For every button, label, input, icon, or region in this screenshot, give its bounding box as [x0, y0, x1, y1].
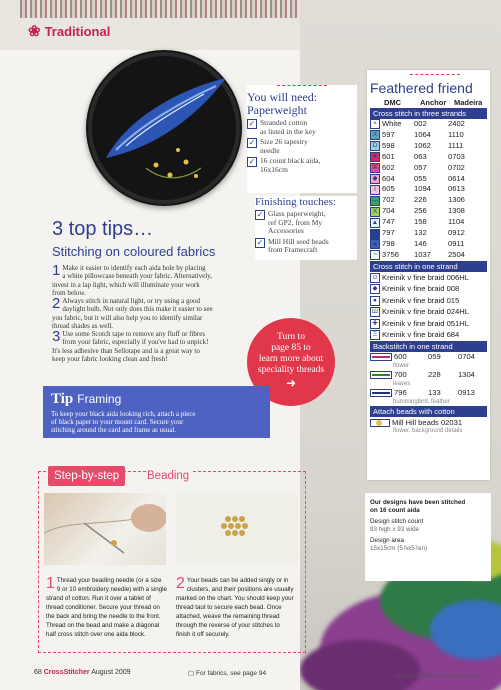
symbol-icon: D [370, 141, 380, 151]
key-header: DMC Anchor Madeira [384, 98, 483, 107]
symbol-icon: ⌘ [371, 164, 379, 172]
step-by-step-label: Step-by-step [48, 466, 125, 486]
tips-subtitle: Stitching on coloured fabrics [52, 244, 216, 259]
you-will-need-box [247, 85, 357, 193]
key-row: 600 059 0704 [370, 352, 487, 363]
finishing-touches-box [255, 196, 357, 260]
symbol-icon: ▲ [371, 218, 379, 226]
arrow-right-icon: ➜ [285, 376, 297, 390]
symbol-icon: ◆ [370, 174, 380, 184]
site-url: www.crossstitchermagazine.co.uk [395, 673, 478, 679]
key-row: ♥ 601 063 0703 [370, 152, 487, 163]
tip-title: Framing [77, 392, 122, 406]
symbol-icon: — [371, 196, 379, 204]
symbol-icon: X [370, 130, 380, 140]
section-cross-one: Cross stitch in one strand [370, 261, 487, 272]
stitch-count-label: Design stitch count [370, 518, 424, 525]
section-backstitch: Backstitch in one strand [370, 341, 487, 352]
rows-cross-one [370, 272, 487, 341]
backstitch-swatch [370, 389, 392, 397]
key-row: Ш Kreinik v fine braid 024HL [370, 306, 487, 318]
check-icon: ✓ [248, 157, 256, 166]
step-2: 2 Your beads can be added singly or in clusters, and their positions are usually marked on the chart. You should keep your thread taut to secure each bead. Once attached, weave the remaining thread through the reverse of your stitches to finish it off securely. [176, 575, 294, 638]
symbol-icon: I [370, 185, 380, 195]
symbol-icon: ✚ [370, 319, 380, 329]
tip-framing-box: Tip Framing To keep your black aida looking rich, attach a piece of black paper to your mount card. Secure your stitching around the card and frame as usual. [43, 386, 270, 438]
tip-3: 3 Use some Scotch tape to remove any fluff or fibres from your fabric, especially if you've had to unpick! It's less adhesive than Sellotape and is a great way to keep your fabric looking clean and fresh! [52, 328, 209, 363]
key-row: ⊙ Kreinik v fine braid 006HL [370, 272, 487, 284]
check-icon: ✓ [256, 237, 264, 247]
tip-1: 1 Make it easier to identify each aida hole by placing a white pillowcase beneath your fabric. Alternatively, invest in a lap light, which will illuminate your work from below. [52, 262, 212, 297]
book-icon: ▢ [188, 670, 195, 677]
key-row: D 598 1062 1111 [370, 141, 487, 152]
key-row: — 702 226 1306 [371, 195, 465, 205]
backstitch-swatch [370, 371, 392, 379]
section-cross-three: Cross stitch in three strands [370, 108, 487, 119]
symbol-icon: × [370, 119, 380, 129]
backstitch-swatch [370, 353, 392, 361]
need-item-2: ✓ Size 26 tapestry needle [248, 137, 308, 155]
step-photo-1 [44, 493, 166, 565]
need-item-3: ✓ 16 count black aida, 16x16cm [248, 156, 321, 174]
symbol-icon: ◆ [370, 284, 380, 294]
key-row: ▲ 747 158 1104 [371, 217, 465, 227]
tip-label: Tip [51, 391, 74, 407]
rows-cross-three [370, 119, 487, 261]
key-row: 700 228 1304 [370, 370, 487, 381]
you-will-need-subtitle: Paperweight [247, 103, 307, 117]
you-will-need-title: You will need: [247, 90, 318, 104]
key-row: I 605 1094 0613 [370, 184, 487, 195]
design-area-label: Design area [370, 537, 404, 544]
key-row: ▲ 798 146 0911 [371, 238, 465, 248]
check-icon: ✓ [248, 138, 256, 147]
finish-item-2: ✓ Mill Hill seed beads from Framecraft [256, 236, 329, 254]
key-row: X 704 256 1308 [370, 206, 487, 217]
thread-key [367, 70, 490, 480]
bead-note: flower, background details [393, 428, 463, 435]
check-icon: ✓ [256, 210, 264, 219]
symbol-icon: ~ [370, 250, 380, 260]
key-row: ● Kreinik v fine braid 015 [370, 295, 487, 307]
page-number: 68 [34, 669, 42, 676]
brand-label: Traditional [44, 24, 111, 39]
section-brand [28, 22, 110, 40]
turn-to-badge: Turn to page 85 to learn more about speciality threads ➜ [247, 318, 335, 406]
flower-icon: ❀ [28, 23, 41, 40]
symbol-icon: ■ [370, 229, 380, 239]
symbol-icon: ● [370, 296, 380, 306]
magazine-name: CrossStitcher [43, 669, 90, 676]
tip-2: 2 Always stitch in natural light, or try using a good daylight bulb. Not only does this make it easier to see you fabric, but it will also help you to identify similar thread shades as well. [52, 295, 213, 330]
rows-backstitch [370, 352, 487, 406]
step-photo-2 [176, 493, 298, 565]
step-1: 1 Thread your beading needle (or a size 9 or 10 embroidery needle) with a single strand of cotton. Run it over a tablet of thread conditioner. Secure your thread on the back and bring the needle to the front. Thread on the bead and make a diagonal half cross stitch over one aida block. [46, 575, 167, 638]
page-footer [34, 669, 131, 676]
key-row: ~ 3756 1037 2504 [370, 250, 487, 261]
need-item-1: ✓ Stranded cotton as listed in the key [248, 118, 316, 136]
key-title: Feathered friend [370, 80, 473, 96]
backstitch-note: flower [393, 362, 410, 369]
symbol-icon: Ξ [370, 330, 380, 340]
bead-swatch [370, 419, 390, 427]
key-row: ◆ 604 055 0614 [370, 174, 487, 185]
section-beads: Attach beads with cotton [370, 406, 487, 417]
key-row: 796 133 0913 [370, 388, 487, 399]
stitch-count-value: 93 high x 93 wide [370, 526, 420, 533]
fabrics-note: ▢ For fabrics, see page 94 [188, 670, 267, 677]
key-row: Ξ Kreinik v fine braid 684 [370, 329, 487, 341]
tips-title: 3 top tips… [52, 218, 154, 240]
key-row: X 597 1064 1110 [370, 130, 487, 141]
hoop-photo [86, 50, 242, 206]
key-row: ⌘ 602 057 0702 [371, 162, 465, 172]
symbol-icon: Ш [370, 307, 380, 317]
key-row: ◆ Kreinik v fine braid 008 [370, 283, 487, 295]
design-area-value: 15x15cm (5⅞x5⅞in) [370, 545, 428, 552]
finish-item-1: ✓ Glass paperweight, ref GP2, from My Accessories [256, 209, 326, 235]
finishing-title: Finishing touches: [255, 196, 336, 208]
key-row: ✚ Kreinik v fine braid 051HL [370, 318, 487, 330]
backstitch-note: leaves [393, 380, 411, 387]
design-info-box: Our designs have been stitched on 16 count aida Design stitch count 93 high x 93 wide Design area 15x15cm (5⅞x5⅞in) [365, 493, 491, 581]
issue-date: August 2009 [91, 669, 131, 676]
symbol-icon: ♥ [370, 152, 380, 162]
check-icon: ✓ [248, 119, 256, 128]
step-by-step-topic: Beading [147, 466, 193, 486]
bead-row: Mill Hill beads 02031 [370, 418, 487, 429]
symbol-icon: ⊙ [370, 273, 380, 283]
backstitch-note: hummingbird, feather [393, 398, 450, 405]
key-row: ■ 797 132 0912 [370, 228, 487, 239]
symbol-icon: X [370, 207, 380, 217]
key-row: × White 002 2402 [370, 119, 487, 130]
symbol-icon: ▲ [371, 240, 379, 248]
